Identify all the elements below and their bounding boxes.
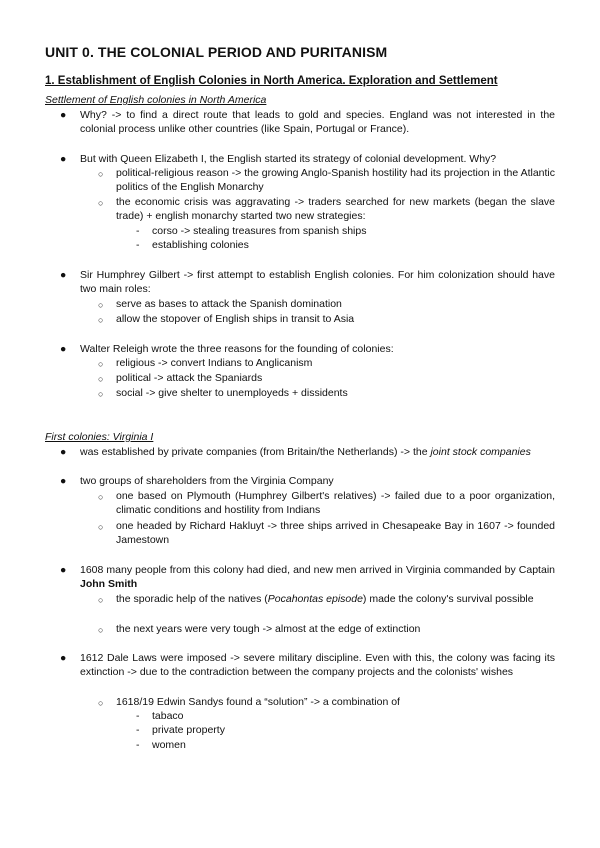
section-heading: 1. Establishment of English Colonies in North America. Exploration and Settlement bbox=[45, 75, 498, 87]
political-item: political -> attack the Spaniards bbox=[116, 372, 263, 384]
circle-marker: ○ bbox=[98, 374, 104, 384]
elizabeth-item: But with Queen Elizabeth I, the English started its strategy of colonial development. Why? bbox=[80, 153, 497, 165]
circle-marker: ○ bbox=[98, 625, 104, 635]
stopover-item: allow the stopover of English ships in transit to Asia bbox=[116, 313, 355, 325]
established-text: was established by private companies (from Britain/the Netherlands) -> the bbox=[80, 446, 431, 458]
dash-marker: - bbox=[136, 239, 140, 251]
pocahontas-text: Pocahontas episode bbox=[267, 593, 363, 605]
bullet-marker: ● bbox=[60, 564, 67, 576]
establishing-item: establishing colonies bbox=[152, 239, 249, 251]
help-text-b: ) made the colony's survival possible bbox=[362, 593, 534, 605]
raleigh-item: Walter Releigh wrote the three reasons for the founding of colonies: bbox=[80, 343, 394, 355]
bullet-marker: ● bbox=[60, 343, 67, 355]
dale-item: 1612 Dale Laws were imposed -> severe military discipline. Even with this, the colony was facing its extinction -> due to the contradiction between the company projects and the colonists' wishes bbox=[80, 652, 555, 678]
settlement-subheading: Settlement of English colonies in North America bbox=[45, 94, 267, 106]
bullet-marker: ● bbox=[60, 475, 67, 487]
plymouth-item: one based on Plymouth (Humphrey Gilbert's relatives) -> failed due to a poor organization, climatic conditions and hostility from Indians bbox=[116, 490, 555, 516]
dash-marker: - bbox=[136, 710, 140, 722]
corso-item: corso -> stealing treasures from spanish ships bbox=[152, 225, 367, 237]
circle-marker: ○ bbox=[98, 359, 104, 369]
circle-marker: ○ bbox=[98, 492, 104, 502]
virginia-subheading: First colonies: Virginia I bbox=[45, 431, 154, 443]
dash-marker: - bbox=[136, 225, 140, 237]
circle-marker: ○ bbox=[98, 595, 104, 605]
circle-marker: ○ bbox=[98, 169, 104, 179]
political-religious-item: political-religious reason -> the growing Anglo-Spanish hostility had its projection in the Atlantic politics of the English Monarchy bbox=[116, 167, 555, 193]
hakluyt-item: one headed by Richard Hakluyt -> three ships arrived in Chesapeake Bay in 1607 -> founded Jamestown bbox=[116, 520, 555, 546]
circle-marker: ○ bbox=[98, 522, 104, 532]
bullet-marker: ● bbox=[60, 109, 67, 121]
circle-marker: ○ bbox=[98, 300, 104, 310]
women-item: women bbox=[152, 739, 186, 751]
circle-marker: ○ bbox=[98, 698, 104, 708]
established-item bbox=[80, 445, 555, 459]
social-item: social -> give shelter to unemployeds + dissidents bbox=[116, 387, 348, 399]
religious-item: religious -> convert Indians to Anglicanism bbox=[116, 357, 313, 369]
bullet-marker: ● bbox=[60, 446, 67, 458]
property-item: private property bbox=[152, 724, 225, 736]
bullet-marker: ● bbox=[60, 153, 67, 165]
tabaco-item: tabaco bbox=[152, 710, 184, 722]
john-smith-text: John Smith bbox=[80, 578, 138, 590]
why-item: Why? -> to find a direct route that leads to gold and species. England was not interested in the colonial process unlike other countries (like Spain, Portugal or France). bbox=[80, 109, 555, 135]
y1608-item bbox=[80, 563, 555, 591]
bullet-marker: ● bbox=[60, 269, 67, 281]
circle-marker: ○ bbox=[98, 315, 104, 325]
gilbert-item: Sir Humphrey Gilbert -> first attempt to establish English colonies. For him colonization should have two main roles: bbox=[80, 269, 555, 295]
dash-marker: - bbox=[136, 724, 140, 736]
circle-marker: ○ bbox=[98, 389, 104, 399]
bases-item: serve as bases to attack the Spanish domination bbox=[116, 298, 342, 310]
economic-crisis-item: the economic crisis was aggravating -> traders searched for new markets (began the slave trade) + english monarchy started two new strategies: bbox=[116, 196, 555, 222]
sandys-item: 1618/19 Edwin Sandys found a “solution” -> a combination of bbox=[116, 696, 400, 708]
y1608-text: 1608 many people from this colony had died, and new men arrived in Virginia commanded by Captain bbox=[80, 564, 555, 576]
joint-stock-text: joint stock companies bbox=[430, 446, 531, 458]
circle-marker: ○ bbox=[98, 198, 104, 208]
dash-marker: - bbox=[136, 739, 140, 751]
tough-item: the next years were very tough -> almost at the edge of extinction bbox=[116, 623, 421, 635]
help-text-a: the sporadic help of the natives ( bbox=[116, 593, 268, 605]
help-item bbox=[116, 592, 555, 606]
bullet-marker: ● bbox=[60, 652, 67, 664]
groups-item: two groups of shareholders from the Virginia Company bbox=[80, 475, 334, 487]
unit-title: UNIT 0. THE COLONIAL PERIOD AND PURITANISM bbox=[45, 44, 388, 60]
